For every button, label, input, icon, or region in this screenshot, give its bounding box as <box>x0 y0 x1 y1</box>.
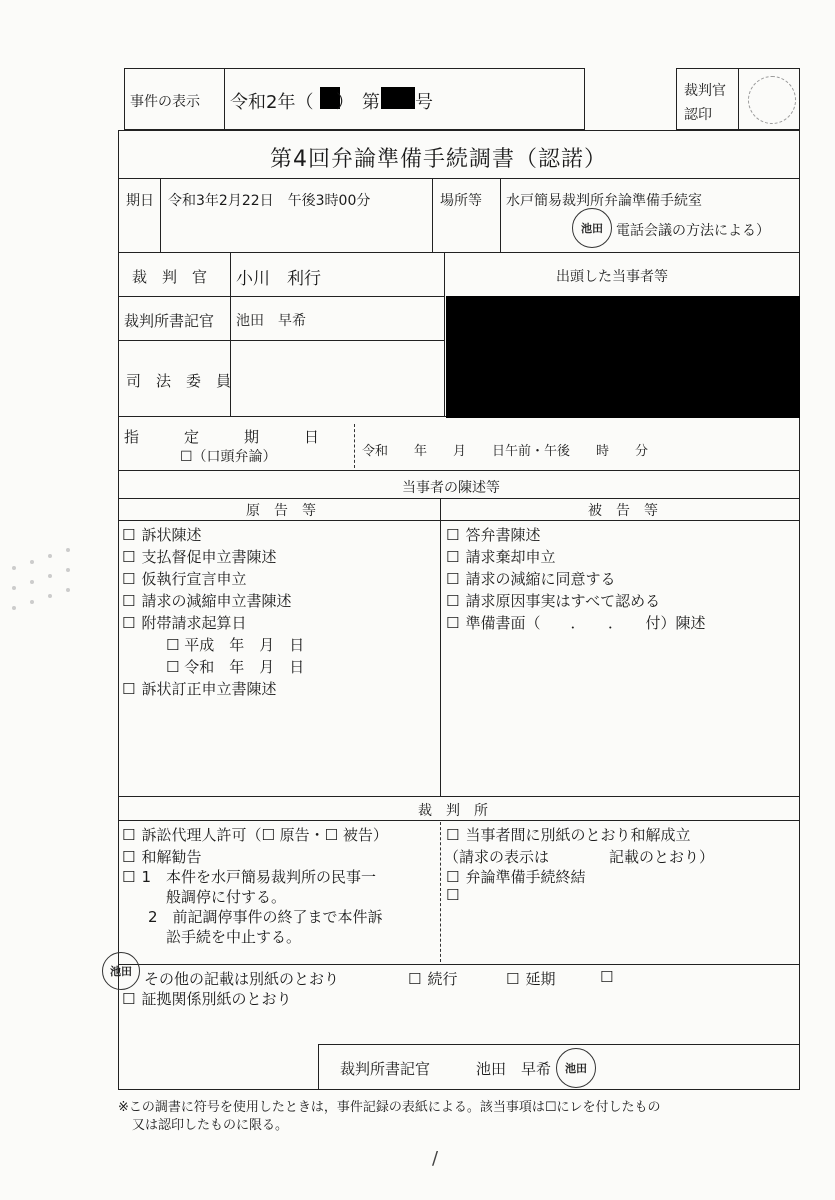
signature-name: 池田 早希 <box>476 1060 552 1078</box>
case-paren-close: ） <box>336 92 354 113</box>
case-box-divider <box>224 68 225 130</box>
case-no-prefix: 第 <box>362 92 380 113</box>
statements-section-title: 当事者の陳述等 <box>402 480 500 496</box>
signature-label: 裁判所書記官 <box>340 1060 431 1078</box>
officer-parties-divider <box>444 252 445 416</box>
designated-date-oral[interactable]: ☐（口頭弁論） <box>180 449 277 465</box>
plaintiff-sub-1[interactable]: ☐ 平成 年 月 日 <box>166 636 305 654</box>
footnote-line-2: 又は認印したものに限る。 <box>132 1118 289 1133</box>
designated-date-value: 令和 年 月 日午前・午後 時 分 <box>362 444 649 459</box>
footnote-line-1: ※この調書に符号を使用したときは，事件記録の表紙による。該当事項は☐にレを付したもの <box>118 1100 661 1115</box>
court-left-2[interactable]: ☐ 和解勧告 <box>122 846 201 867</box>
plaintiff-item[interactable]: ☐ 請求の減縮申立書陳述 <box>122 590 291 611</box>
defendant-item[interactable]: ☐ 請求の減縮に同意する <box>446 568 615 589</box>
clerk-label: 裁判所書記官 <box>124 312 215 330</box>
court-right-1[interactable]: ☐ 当事者間に別紙のとおり和解成立 <box>446 824 690 845</box>
defendant-item[interactable]: ☐ 準備書面（ ． ． 付）陳述 <box>446 612 705 633</box>
page-title: 第4回弁論準備手続調書（認諾） <box>270 147 607 172</box>
court-right-3[interactable]: ☐ 弁論準備手続終結 <box>446 866 585 887</box>
judge-seal-stamp <box>748 76 796 124</box>
designated-date-divider <box>354 424 355 468</box>
plaintiff-item[interactable]: ☐ 仮執行宣言申立 <box>122 568 246 589</box>
court-right-4[interactable] <box>446 886 465 904</box>
court-blank-option[interactable] <box>600 968 619 986</box>
scan-dot <box>48 594 52 598</box>
scan-dot <box>66 568 70 572</box>
scan-dot <box>30 560 34 564</box>
court-left-4a: 2 前記調停事件の終了まで本件訴 <box>148 908 383 926</box>
designated-date-bottom-rule <box>118 470 800 471</box>
case-no-suffix: 号 <box>415 92 433 113</box>
scan-dot <box>30 580 34 584</box>
defendant-item[interactable]: ☐ 答弁書陳述 <box>446 524 540 545</box>
court-divider <box>440 822 441 962</box>
judge-seal-label-1: 裁判官 <box>684 83 726 99</box>
court-right-2: （請求の表示は 記載のとおり） <box>444 848 715 866</box>
clerk-row-rule <box>118 340 444 341</box>
defendant-item[interactable]: ☐ 請求原因事実はすべて認める <box>446 590 660 611</box>
court-options-rule <box>118 964 800 965</box>
court-seal-stamp: 池田 <box>102 952 140 990</box>
court-other-1: その他の記載は別紙のとおり <box>144 970 340 988</box>
case-label: 事件の表示 <box>130 94 200 110</box>
court-left-3b: 般調停に付する。 <box>166 888 287 906</box>
scan-dot <box>48 554 52 558</box>
title-bottom-rule <box>118 178 800 179</box>
court-other-2[interactable]: ☐ 証拠関係別紙のとおり <box>122 988 291 1009</box>
scan-dot <box>66 548 70 552</box>
place-label-left <box>432 178 433 252</box>
place-label-right <box>500 178 501 252</box>
judge-label: 裁 判 官 <box>132 268 208 286</box>
scan-dot <box>66 588 70 592</box>
plaintiff-item[interactable]: ☐ 訴状陳述 <box>122 524 201 545</box>
judge-name: 小川 利行 <box>236 269 321 289</box>
date-label-divider <box>160 178 161 252</box>
scan-dot <box>12 586 16 590</box>
judge-seal-label-2: 認印 <box>684 107 712 123</box>
place-label: 場所等 <box>440 193 482 209</box>
plaintiff-item[interactable]: ☐ 附帯請求起算日 <box>122 612 246 633</box>
statements-title-rule <box>118 498 800 499</box>
statements-header-rule <box>118 520 800 521</box>
page-mark: / <box>432 1148 439 1169</box>
place-seal-stamp: 池田 <box>572 208 612 248</box>
parties-label: 出頭した当事者等 <box>556 269 668 285</box>
defendant-header: 被 告 等 <box>588 503 658 519</box>
court-continue[interactable]: ☐ 続行 <box>408 968 457 989</box>
place-value: 水戸簡易裁判所弁論準備手続室 <box>506 193 702 209</box>
plaintiff-header: 原 告 等 <box>246 503 316 519</box>
court-left-3a[interactable]: ☐ 1 本件を水戸簡易裁判所の民事一 <box>122 866 376 887</box>
defendant-item[interactable]: ☐ 請求棄却申立 <box>446 546 555 567</box>
officer-label-divider <box>230 252 231 416</box>
plaintiff-item[interactable]: ☐ 支払督促申立書陳述 <box>122 546 276 567</box>
date-label: 期日 <box>126 193 154 209</box>
plaintiff-item-last[interactable]: ☐ 訴状訂正申立書陳述 <box>122 678 276 699</box>
parties-redaction <box>446 296 800 418</box>
designated-date-label: 指 定 期 日 <box>124 428 320 446</box>
signature-seal-stamp: 池田 <box>556 1048 596 1088</box>
court-top-rule <box>118 796 800 797</box>
judge-seal-divider <box>738 68 739 130</box>
scan-dot <box>48 574 52 578</box>
clerk-name: 池田 早希 <box>236 313 306 329</box>
court-postpone[interactable]: ☐ 延期 <box>506 968 555 989</box>
court-left-4b: 訟手続を中止する。 <box>166 928 302 946</box>
date-row-bottom-rule <box>118 252 800 253</box>
judge-row-rule <box>118 296 444 297</box>
date-value: 令和3年2月22日 午後3時00分 <box>168 193 371 209</box>
commissioner-label: 司 法 委 員 <box>126 372 232 390</box>
court-left-1[interactable]: ☐ 訴訟代理人許可（☐ 原告・☐ 被告） <box>122 824 388 845</box>
court-title-rule <box>118 820 800 821</box>
scan-dot <box>30 600 34 604</box>
case-redaction-2 <box>381 87 415 109</box>
plaintiff-sub-2[interactable]: ☐ 令和 年 月 日 <box>166 658 305 676</box>
statements-divider <box>440 498 441 796</box>
court-section-title: 裁 判 所 <box>418 803 488 819</box>
case-year: 令和2年（ <box>230 92 314 113</box>
scan-dot <box>12 606 16 610</box>
scan-dot <box>12 566 16 570</box>
place-note: 電話会議の方法による） <box>616 223 770 239</box>
